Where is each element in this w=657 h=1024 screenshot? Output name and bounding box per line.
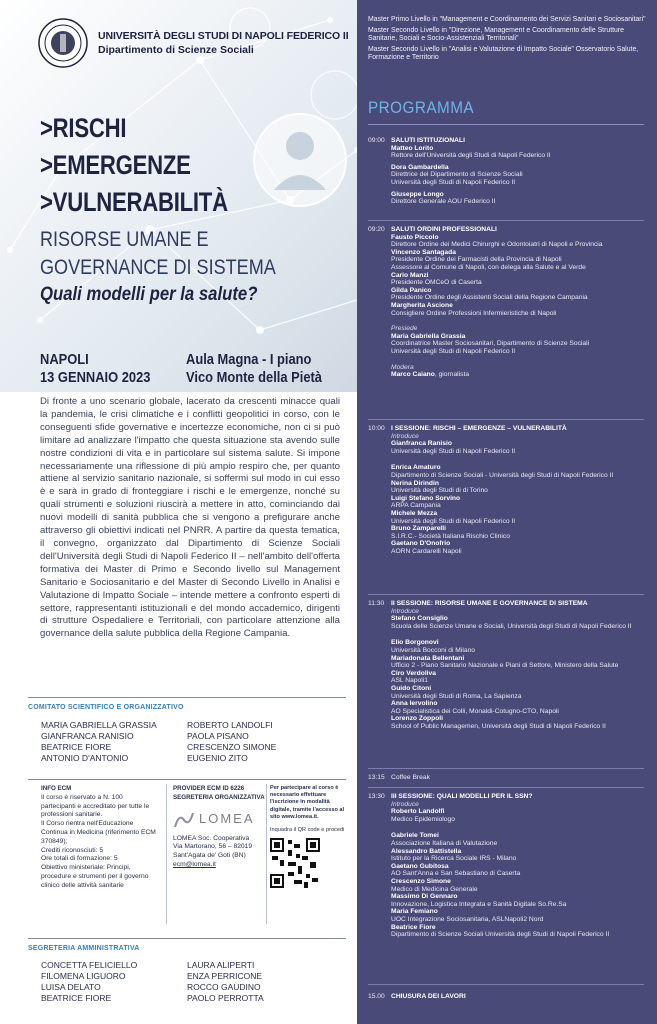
subtitle-question: Quali modelli per la salute? [40, 284, 258, 305]
speaker-name: Anna Iervolino [391, 700, 438, 708]
secretariat-member: ROCCO GAUDINO [187, 982, 261, 992]
session-title: II SESSIONE: RISORSE UMANE E GOVERNANCE DI SISTEMA [391, 600, 588, 607]
committee-member: CRESCENZO SIMONE [187, 742, 277, 752]
secretariat-member: PAOLO PERROTTA [187, 993, 264, 1003]
registration-text: Per partecipare al corso è necessario effettuare l'iscrizione in modalità digitale, tramite l'accesso al sito www.lomea.it. [270, 785, 345, 820]
intro-paragraph: Di fronte a uno scenario globale, lacerato da crescenti minacce quali la pandemia, le crisi climatiche e i conflitti geopolitici in corso, con le conseguenti sfide governative e incertezze economiche, non ci si può limitare ad analizzare l'impatto che questa situazione sta avendo sulle nostre condizioni di vita e in particolare sul sistema salute. Si impone necessariamente una riflessione di più ampio respiro che, per quanto attiene al servizio sanitario nazionale, si soffermi sul modo in cui esso è e sarà in grado di fronteggiare i rischi e le emergenze, nonché su quali strumenti e soluzioni riuscirà a mettere in atto, cominciando dai nuovi modelli di sanità pubblica che si vengono a prefigurare anche attraverso gli obiettivi indicati nel PNRR. A partire da questa tematica, il convegno, organizzato dal Dipartimento di Scienze Sociali dell'Università degli Studi di Napoli Federico II – nell'ambito dell'offerta formativa dei Master di Primo e Secondo livello sul Management Sanitario e Sociosanitario e del Master di Secondo Livello in Analisi e Valutazione di Impatto Sociale – intende mettere a confronto esperti di settore, rappresentanti istituzionali e del mondo accademico, dirigenti di strutture Ospedaliere e Territoriali, con particolare attenzione alla governance della salute pubblica della Regione Campania. [40, 396, 340, 640]
speaker-role: Rettore dell'Università degli Studi di Napoli Federico II [391, 152, 551, 160]
speaker-role: Scuola delle Scienze Umane e Sociali, Università degli Studi di Napoli Federico II [391, 622, 632, 630]
speaker-name: Nerina Dirindin [391, 479, 439, 487]
session-time: 15.00 [368, 993, 385, 1000]
committee-member: BEATRICE FIORE [41, 742, 112, 752]
speaker-name: Margherita Ascione [391, 301, 453, 309]
chair-label: Presiede [391, 325, 418, 333]
speaker-name: Carlo Manzi [391, 271, 429, 279]
speaker-role: Università degli Studi di Napoli Federico II [391, 517, 516, 525]
speaker-name: Dora Gambardella [391, 163, 449, 171]
speaker-name: Vincenzo Santagada [391, 248, 456, 256]
master-item: Master Primo Livello in "Management e Coordinamento dei Servizi Sanitari e Sociosanitari" [368, 16, 646, 23]
speaker-name: Maria Gabriella Grassia [391, 332, 466, 340]
speaker-role: Associazione Italiana di Valutazione [391, 839, 498, 847]
ecm-line: Obiettivo ministeriale: Principi, procedure e strumenti per il governo clinico delle attività sanitarie [41, 864, 149, 889]
venue-line-2: Vico Monte della Pietà [186, 369, 322, 386]
speaker-name: Gilda Panico [391, 286, 432, 294]
university-name: UNIVERSITÀ DEGLI STUDI DI NAPOLI FEDERICO II [98, 30, 349, 42]
session-time: 09:20 [368, 226, 385, 233]
masters-list [368, 16, 654, 65]
moderator-label: Modera [391, 363, 414, 371]
session-time: 09:00 [368, 137, 385, 144]
speaker-name: Massimo Di Gennaro [391, 893, 458, 901]
secretariat-member: LUISA DELATO [41, 982, 101, 992]
divider [368, 220, 644, 221]
speaker-role: S.I.R.C.- Società Italiana Rischio Clinico [391, 532, 510, 540]
provider-column [173, 785, 265, 870]
divider [368, 984, 644, 985]
closing [368, 993, 654, 1001]
speaker-role: AO Sant'Anna e San Sebastiano di Caserta [391, 870, 521, 878]
ecm-info-section [28, 779, 346, 929]
committee-heading: COMITATO SCIENTIFICO E ORGANIZZATIVO [28, 704, 184, 711]
event-date: 13 GENNAIO 2023 [40, 369, 151, 386]
closing-label: CHIUSURA DEI LAVORI [391, 993, 466, 1000]
speaker-name: Maria Femiano [391, 908, 438, 916]
company-email-link[interactable]: ecm@lomea.it [173, 860, 216, 868]
registration-column [270, 785, 346, 891]
master-item: Master Secondo Livello in "Direzione, Management e Coordinamento delle Strutture Sanitarie, Sociali e Socio-Assistenziali Territoriali" [368, 26, 625, 43]
company-street: Via Martorano, 56 – 82019 [173, 843, 253, 851]
secretariat-member: LAURA ALIPERTI [187, 960, 255, 970]
speaker-role: Consigliere Ordine Professioni Infermieristiche di Napoli [391, 309, 557, 317]
speaker-name: Lorenzo Zoppoli [391, 715, 444, 723]
speaker-name: Guido Citoni [391, 684, 432, 692]
ecm-info-column [41, 785, 159, 891]
introduce-label: Introduce [391, 800, 419, 808]
qr-hint: Inquadra il QR code e procedi [270, 827, 345, 834]
speaker-name: Beatrice Fiore [391, 923, 436, 931]
speaker-role: Dipartimento di Scienze Sociali - Università degli Studi di Napoli Federico II [391, 471, 614, 479]
speaker-name: Ciro Verdoliva [391, 669, 436, 677]
session-saluti-istituzionali [368, 137, 654, 206]
committee-names [28, 720, 346, 764]
divider [368, 419, 644, 420]
speaker-role: AORN Cardarelli Napoli [391, 547, 462, 555]
speaker-role: Direttore Ordine dei Medici Chirurghi e Odontoiatri di Napoli e Provincia [391, 241, 603, 249]
ecm-heading: INFO ECM [41, 785, 72, 792]
speaker-role: Medico di Medicina Generale [391, 885, 478, 893]
lomea-logo-word: LOMEA [199, 811, 255, 827]
secretariat-member: CONCETTA FELICIELLO [41, 960, 138, 970]
company-town: Sant'Agata de' Goti (BN) [173, 852, 246, 860]
session-title: I SESSIONE: RISCHI – EMERGENZE – VULNERABILITÀ [391, 425, 567, 432]
speaker-name: Gaetano Gubitosa [391, 862, 449, 870]
qr-code[interactable] [270, 838, 320, 888]
speaker-role: Università degli Studi di di Torino [391, 487, 488, 495]
speaker-role: Presidente OMCeO di Caserta [391, 279, 482, 287]
session-time: 11:30 [368, 600, 385, 607]
secretariat-member: BEATRICE FIORE [41, 993, 112, 1003]
company-name: LOMEA Soc. Cooperativa [173, 834, 250, 842]
session-time: 13:15 [368, 774, 385, 781]
university-header [38, 18, 349, 68]
admin-secretariat-section [28, 938, 346, 1004]
divider [166, 784, 167, 924]
session-time: 13:30 [368, 793, 385, 800]
speaker-name: Elio Borgonovi [391, 639, 439, 647]
secretariat-heading: SEGRETERIA AMMINISTRATIVA [28, 945, 140, 952]
speaker-role: Direttore Generale AOU Federico II [391, 198, 496, 206]
speaker-name: Luigi Stefano Sorvino [391, 494, 461, 502]
session-time: 10:00 [368, 425, 385, 432]
speaker-role: Università degli Studi di Roma, La Sapienza [391, 692, 522, 700]
session-iii [368, 793, 654, 939]
speaker-role: Istituto per la Ricerca Sociale IRS - Milano [391, 855, 517, 863]
committee-member: MARIA GABRIELLA GRASSIA [41, 720, 157, 730]
speaker-role: AO Specialistica dei Colli, Monaldi-Cotugno-CTO, Napoli [391, 707, 559, 715]
event-venue [186, 351, 322, 387]
speaker-name: Alessandro Battistella [391, 847, 462, 855]
speaker-role: School of Public Managemen, Università degli Studi di Napoli Federico II [391, 722, 606, 730]
committee-member: ANTONIO D'ANTONIO [41, 753, 129, 763]
speaker-name: Stefano Consiglio [391, 615, 448, 623]
provider-heading: PROVIDER ECM ID 6226 SEGRETERIA ORGANIZZATIVA [173, 785, 265, 801]
master-item: Master Secondo Livello in "Analisi e Valutazione di Impatto Sociale" Osservatorio Salute, Formazione e Territorio [368, 45, 639, 62]
subtitle-line-2: GOVERNANCE DI SISTEMA [40, 256, 276, 279]
speaker-role: Presidente Ordine degli Assistenti Sociali della Regione Campania [391, 294, 588, 302]
speaker-role: Dipartimento di Scienze Sociali Università degli Studi di Napoli Federico II [391, 931, 610, 939]
lomea-logo-icon [173, 811, 195, 829]
event-city: NAPOLI [40, 351, 89, 368]
speaker-name: Gabriele Tomei [391, 832, 439, 840]
speaker-name: Giuseppe Longo [391, 190, 444, 198]
committee-section [28, 697, 346, 764]
break-label: Coffee Break [391, 774, 430, 781]
speaker-role: Presidente Ordine dei Farmacisti della Provincia di Napoli [391, 256, 562, 264]
committee-member: PAOLA PISANO [187, 731, 249, 741]
university-seal-logo [38, 18, 88, 68]
speaker-name: Fausto Piccolo [391, 233, 439, 241]
speaker-name: Mariadonata Bellentani [391, 654, 465, 662]
speaker-role: ASL Napoli1 [391, 677, 428, 685]
hero-banner [0, 0, 357, 392]
ecm-line: Crediti riconosciuti: 5 [41, 846, 104, 854]
speaker-role: Assessore al Comune di Napoli, con delega alla Salute e al Verde [391, 263, 586, 271]
committee-member: ROBERTO LANDOLFI [187, 720, 273, 730]
speaker-role: Direttrice del Dipartimento di Scienze Sociali [391, 171, 523, 179]
speaker-role: Università degli Studi di Napoli Federico II [391, 178, 516, 186]
speaker-name: Enrica Amaturo [391, 464, 441, 472]
event-city-date [40, 351, 150, 387]
speaker-role: , giornalista [434, 371, 470, 379]
speaker-name: Crescenzo Simone [391, 877, 451, 885]
speaker-name: Michele Mezza [391, 509, 438, 517]
speaker-role: Università Bocconi di Milano [391, 646, 476, 654]
title-line-3: >VULNERABILITÀ [40, 187, 228, 217]
title-line-2: >EMERGENZE [40, 150, 191, 180]
committee-member: EUGENIO ZITO [187, 753, 248, 763]
ecm-line: Il Corso rientra nell'Educazione Continua in Medicina (riferimento ECM 370849); [41, 820, 156, 845]
lomea-logo [173, 811, 265, 829]
speaker-name: Matteo Lorito [391, 144, 434, 152]
speaker-role: Medico Epidemiologo [391, 815, 455, 823]
session-saluti-ordini [368, 226, 654, 379]
department-name: Dipartimento di Scienze Sociali [98, 44, 254, 56]
committee-member: GIANFRANCA RANISIO [41, 731, 134, 741]
divider [368, 124, 644, 125]
speaker-role: Università degli Studi di Napoli Federico II [391, 447, 516, 455]
secretariat-member: ENZA PERRICONE [187, 971, 263, 981]
session-title: SALUTI ORDINI PROFESSIONALI [391, 226, 497, 233]
subtitle-line-1: RISORSE UMANE E [40, 228, 209, 251]
session-title: SALUTI ISTITUZIONALI [391, 137, 465, 144]
speaker-name: Gaetano D'Onofrio [391, 540, 451, 548]
session-title: III SESSIONE: QUALI MODELLI PER IL SSN? [391, 793, 533, 800]
programme-title: PROGRAMMA [368, 98, 475, 117]
ecm-line: Il corso è riservato a N. 100 partecipanti e accreditato per tutte le professioni sanitarie. [41, 793, 150, 819]
speaker-role: Ufficio 2 - Piano Sanitario Nazionale e Piani di Settore, Ministero della Salute [391, 662, 619, 670]
speaker-name: Marco Caiano [391, 371, 435, 379]
secretariat-member: FILOMENA LIGUORO [41, 971, 126, 981]
session-i [368, 425, 654, 556]
speaker-name: Bruno Zamparelli [391, 525, 446, 533]
secretariat-names [28, 960, 346, 1004]
speaker-role: Coordinatrice Master Sociosanitari, Dipartimento di Scienze Sociali [391, 340, 590, 348]
session-ii [368, 600, 654, 731]
speaker-name: Roberto Landolfi [391, 808, 445, 816]
speaker-role: ARPA Campania [391, 502, 441, 510]
speaker-name: Gianfranca Ranisio [391, 440, 452, 448]
programme-panel [357, 0, 657, 1024]
divider [368, 594, 644, 595]
introduce-label: Introduce [391, 432, 419, 440]
venue-line-1: Aula Magna - I piano [186, 351, 312, 368]
divider [266, 784, 267, 924]
divider [368, 768, 644, 769]
speaker-role: Università degli Studi di Napoli Federico II [391, 347, 516, 355]
divider [368, 787, 644, 788]
introduce-label: Introduce [391, 607, 419, 615]
ecm-line: Ore totali di formazione: 5 [41, 855, 118, 863]
speaker-role: UOC Integrazione Sociosanitaria, ASLNapoli2 Nord [391, 915, 544, 923]
title-line-1: >RISCHI [40, 113, 127, 143]
coffee-break [368, 774, 654, 782]
speaker-role: Innovazione, Logistica Integrata e Sanità Digitale So.Re.Sa [391, 900, 567, 908]
